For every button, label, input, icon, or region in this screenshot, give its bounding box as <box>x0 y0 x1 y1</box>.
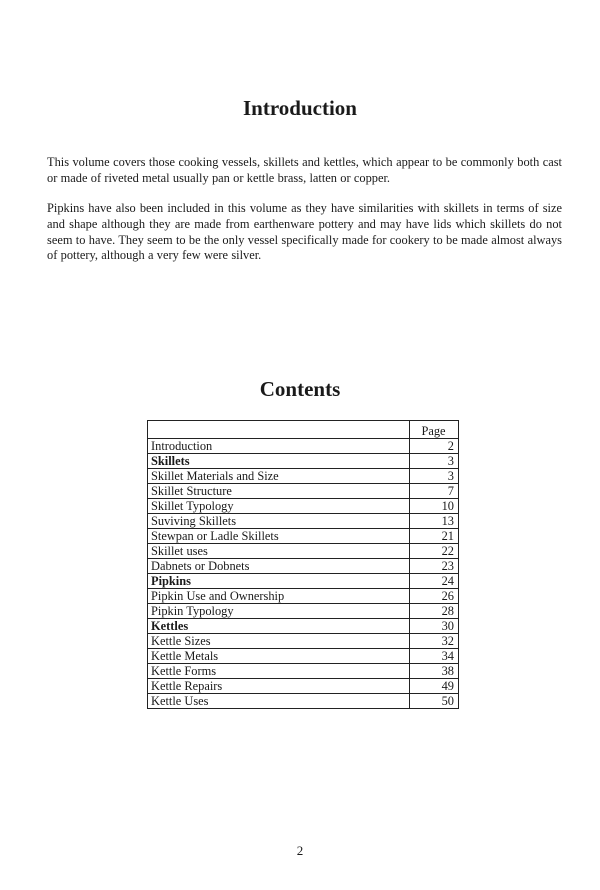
contents-entry-title: Kettles <box>148 619 410 634</box>
contents-entry-page: 24 <box>410 574 459 589</box>
contents-entry-page: 3 <box>410 469 459 484</box>
contents-entry-title: Dabnets or Dobnets <box>148 559 410 574</box>
contents-row <box>148 559 459 574</box>
introduction-paragraph: Pipkins have also been included in this volume as they have similarities with skillets in terms of size and shape although they are made from earthenware pottery and may have lids which skillets do not seem to have. They seem to be the only vessel specifically made for cookery to be made almost always of pottery, although a very few were silver. <box>47 201 562 263</box>
contents-entry-title: Pipkins <box>148 574 410 589</box>
contents-row <box>148 499 459 514</box>
contents-header-blank <box>148 421 410 439</box>
contents-row <box>148 649 459 664</box>
contents-page-header: Page <box>410 421 459 439</box>
contents-row <box>148 679 459 694</box>
contents-entry-page: 7 <box>410 484 459 499</box>
contents-heading: Contents <box>259 377 341 401</box>
introduction-paragraph: This volume covers those cooking vessels, skillets and kettles, which appear to be commonly both cast or made of riveted metal usually pan or kettle brass, latten or copper. <box>47 155 562 185</box>
contents-entry-page: 13 <box>410 514 459 529</box>
contents-entry-title: Skillets <box>148 454 410 469</box>
contents-entry-page: 3 <box>410 454 459 469</box>
contents-entry-page: 28 <box>410 604 459 619</box>
contents-row <box>148 589 459 604</box>
contents-row <box>148 544 459 559</box>
contents-row <box>148 574 459 589</box>
contents-entry-title: Kettle Repairs <box>148 679 410 694</box>
contents-row <box>148 454 459 469</box>
contents-entry-page: 26 <box>410 589 459 604</box>
contents-entry-title: Kettle Uses <box>148 694 410 709</box>
contents-row <box>148 439 459 454</box>
contents-row <box>148 514 459 529</box>
contents-entry-page: 22 <box>410 544 459 559</box>
contents-table-body <box>148 421 459 709</box>
contents-entry-page: 49 <box>410 679 459 694</box>
contents-entry-title: Skillet Typology <box>148 499 410 514</box>
contents-entry-title: Skillet Structure <box>148 484 410 499</box>
contents-entry-title: Pipkin Typology <box>148 604 410 619</box>
contents-row <box>148 664 459 679</box>
contents-row <box>148 484 459 499</box>
contents-header-row <box>148 421 459 439</box>
contents-entry-page: 21 <box>410 529 459 544</box>
contents-entry-page: 23 <box>410 559 459 574</box>
contents-row <box>148 529 459 544</box>
contents-entry-title: Kettle Sizes <box>148 634 410 649</box>
contents-entry-title: Introduction <box>148 439 410 454</box>
contents-entry-title: Kettle Forms <box>148 664 410 679</box>
contents-entry-title: Pipkin Use and Ownership <box>148 589 410 604</box>
contents-entry-page: 38 <box>410 664 459 679</box>
page-number: 2 <box>296 843 304 858</box>
introduction-heading: Introduction <box>243 96 357 120</box>
contents-entry-page: 2 <box>410 439 459 454</box>
contents-entry-title: Skillet uses <box>148 544 410 559</box>
contents-entry-title: Kettle Metals <box>148 649 410 664</box>
contents-row <box>148 469 459 484</box>
contents-table <box>147 420 459 709</box>
contents-entry-page: 10 <box>410 499 459 514</box>
contents-entry-page: 50 <box>410 694 459 709</box>
contents-entry-title: Suviving Skillets <box>148 514 410 529</box>
contents-entry-page: 32 <box>410 634 459 649</box>
contents-row <box>148 619 459 634</box>
contents-row <box>148 634 459 649</box>
contents-row <box>148 604 459 619</box>
contents-entry-page: 34 <box>410 649 459 664</box>
contents-entry-title: Skillet Materials and Size <box>148 469 410 484</box>
contents-entry-page: 30 <box>410 619 459 634</box>
contents-entry-title: Stewpan or Ladle Skillets <box>148 529 410 544</box>
contents-row <box>148 694 459 709</box>
